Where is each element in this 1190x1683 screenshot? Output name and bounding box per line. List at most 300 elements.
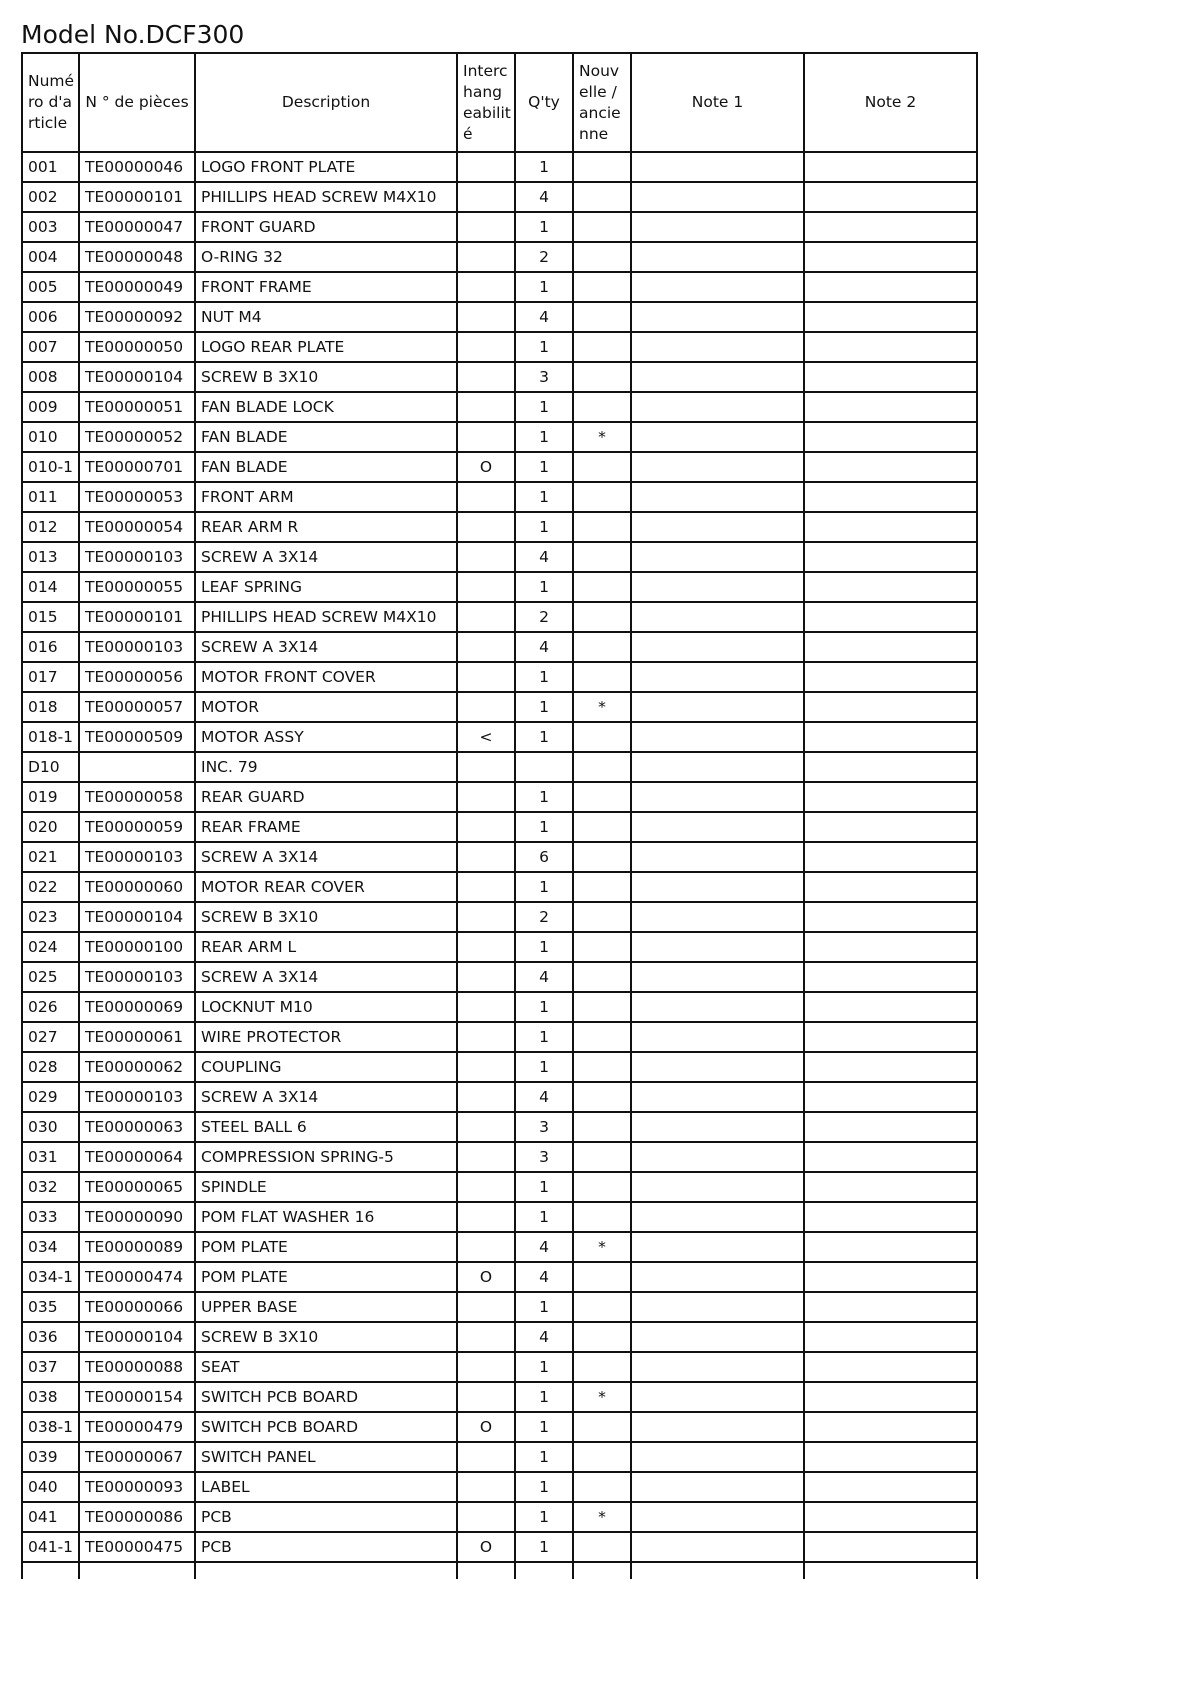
cell-new-old: *	[573, 1232, 631, 1262]
header-description: Description	[195, 53, 457, 152]
cell-interchangeability	[457, 512, 515, 542]
table-row	[22, 1232, 977, 1262]
cell-new-old	[573, 182, 631, 212]
cell-note-2	[804, 272, 977, 302]
cell-quantity: 1	[515, 1472, 573, 1502]
cell-quantity: 1	[515, 782, 573, 812]
cell-note-1	[631, 1322, 804, 1352]
cell-note-2	[804, 1142, 977, 1172]
cell-description: COMPRESSION SPRING-5	[195, 1142, 457, 1172]
cell-interchangeability	[457, 1142, 515, 1172]
cell-interchangeability	[457, 782, 515, 812]
cell-item-number: 035	[22, 1292, 79, 1322]
cell-description: SWITCH PCB BOARD	[195, 1412, 457, 1442]
cell-quantity: 4	[515, 962, 573, 992]
cell-note-2	[804, 212, 977, 242]
cell-part-number: TE00000103	[79, 632, 195, 662]
cell-quantity: 1	[515, 512, 573, 542]
cell-description: SCREW B 3X10	[195, 902, 457, 932]
cell-quantity: 1	[515, 392, 573, 422]
table-row	[22, 182, 977, 212]
table-row	[22, 242, 977, 272]
cell-item-number: 004	[22, 242, 79, 272]
empty-cell	[515, 1562, 573, 1579]
cell-new-old	[573, 362, 631, 392]
header-note-1: Note 1	[631, 53, 804, 152]
table-row	[22, 932, 977, 962]
table-row	[22, 992, 977, 1022]
cell-note-1	[631, 1022, 804, 1052]
cell-quantity: 1	[515, 1442, 573, 1472]
cell-note-1	[631, 1172, 804, 1202]
table-row	[22, 452, 977, 482]
cell-item-number: 006	[22, 302, 79, 332]
cell-interchangeability	[457, 392, 515, 422]
table-row	[22, 1022, 977, 1052]
cell-new-old	[573, 932, 631, 962]
cell-note-2	[804, 302, 977, 332]
cell-interchangeability: O	[457, 1412, 515, 1442]
cell-interchangeability: O	[457, 1262, 515, 1292]
cell-note-2	[804, 662, 977, 692]
cell-note-1	[631, 452, 804, 482]
table-row	[22, 302, 977, 332]
cell-quantity: 4	[515, 1082, 573, 1112]
cell-note-1	[631, 1112, 804, 1142]
cell-part-number: TE00000475	[79, 1532, 195, 1562]
cell-note-1	[631, 1382, 804, 1412]
cell-interchangeability	[457, 872, 515, 902]
table-row	[22, 392, 977, 422]
cell-interchangeability	[457, 692, 515, 722]
cell-note-1	[631, 1262, 804, 1292]
cell-part-number: TE00000104	[79, 362, 195, 392]
cell-new-old	[573, 242, 631, 272]
cell-description: NUT M4	[195, 302, 457, 332]
table-row	[22, 1352, 977, 1382]
empty-cell	[457, 1562, 515, 1579]
cell-part-number: TE00000060	[79, 872, 195, 902]
cell-part-number: TE00000088	[79, 1352, 195, 1382]
cell-part-number: TE00000089	[79, 1232, 195, 1262]
header-note-2: Note 2	[804, 53, 977, 152]
cell-item-number: 001	[22, 152, 79, 182]
empty-cell	[573, 1562, 631, 1579]
cell-note-1	[631, 992, 804, 1022]
cell-new-old	[573, 782, 631, 812]
empty-cell	[22, 1562, 79, 1579]
cell-note-2	[804, 1352, 977, 1382]
cell-note-2	[804, 512, 977, 542]
cell-part-number: TE00000051	[79, 392, 195, 422]
cell-quantity: 1	[515, 1412, 573, 1442]
cell-item-number: 034	[22, 1232, 79, 1262]
cell-part-number: TE00000103	[79, 962, 195, 992]
cell-new-old	[573, 1142, 631, 1172]
cell-part-number: TE00000100	[79, 932, 195, 962]
cell-note-1	[631, 632, 804, 662]
cell-interchangeability	[457, 902, 515, 932]
cell-note-1	[631, 422, 804, 452]
cell-note-1	[631, 182, 804, 212]
cell-interchangeability	[457, 242, 515, 272]
cell-part-number: TE00000049	[79, 272, 195, 302]
cell-note-1	[631, 1442, 804, 1472]
cell-quantity: 4	[515, 542, 573, 572]
table-row	[22, 1382, 977, 1412]
cell-item-number: 020	[22, 812, 79, 842]
header-interchangeability: Interchangeabilité	[457, 53, 515, 152]
cell-interchangeability	[457, 602, 515, 632]
cell-note-1	[631, 1412, 804, 1442]
cell-item-number: 039	[22, 1442, 79, 1472]
cell-part-number: TE00000056	[79, 662, 195, 692]
cell-part-number: TE00000054	[79, 512, 195, 542]
cell-note-2	[804, 722, 977, 752]
table-row	[22, 212, 977, 242]
cell-part-number: TE00000104	[79, 902, 195, 932]
table-row	[22, 362, 977, 392]
cell-new-old	[573, 1262, 631, 1292]
cell-note-1	[631, 1292, 804, 1322]
cell-interchangeability	[457, 842, 515, 872]
table-row	[22, 962, 977, 992]
cell-part-number: TE00000103	[79, 842, 195, 872]
cell-description: POM PLATE	[195, 1262, 457, 1292]
cell-interchangeability	[457, 1112, 515, 1142]
cell-new-old	[573, 962, 631, 992]
cell-quantity: 1	[515, 1502, 573, 1532]
cell-new-old	[573, 572, 631, 602]
cell-part-number: TE00000086	[79, 1502, 195, 1532]
cell-description: LOGO REAR PLATE	[195, 332, 457, 362]
cell-quantity: 1	[515, 1052, 573, 1082]
cell-item-number: 017	[22, 662, 79, 692]
cell-new-old	[573, 392, 631, 422]
cell-interchangeability	[457, 1292, 515, 1322]
cell-item-number: 010-1	[22, 452, 79, 482]
cell-item-number: 012	[22, 512, 79, 542]
cell-item-number: 022	[22, 872, 79, 902]
table-row	[22, 1412, 977, 1442]
cell-description: SWITCH PANEL	[195, 1442, 457, 1472]
cell-part-number: TE00000048	[79, 242, 195, 272]
cell-note-1	[631, 602, 804, 632]
cell-item-number: 038	[22, 1382, 79, 1412]
cell-note-2	[804, 902, 977, 932]
cell-part-number: TE00000063	[79, 1112, 195, 1142]
cell-quantity: 1	[515, 1292, 573, 1322]
cell-note-2	[804, 1202, 977, 1232]
cell-note-1	[631, 1202, 804, 1232]
cell-item-number: 025	[22, 962, 79, 992]
cell-description: MOTOR	[195, 692, 457, 722]
cell-quantity: 1	[515, 872, 573, 902]
cell-note-1	[631, 332, 804, 362]
table-row	[22, 272, 977, 302]
cell-description: SWITCH PCB BOARD	[195, 1382, 457, 1412]
cell-interchangeability: O	[457, 452, 515, 482]
cell-part-number: TE00000053	[79, 482, 195, 512]
cell-part-number: TE00000050	[79, 332, 195, 362]
cell-description: SCREW B 3X10	[195, 362, 457, 392]
cell-interchangeability	[457, 1502, 515, 1532]
cell-description: LOCKNUT M10	[195, 992, 457, 1022]
cell-new-old: *	[573, 1502, 631, 1532]
cell-note-2	[804, 1472, 977, 1502]
cell-new-old: *	[573, 692, 631, 722]
cell-part-number: TE00000093	[79, 1472, 195, 1502]
cell-note-2	[804, 1502, 977, 1532]
cell-description: SCREW A 3X14	[195, 632, 457, 662]
cell-note-1	[631, 1352, 804, 1382]
cell-part-number: TE00000052	[79, 422, 195, 452]
cell-new-old	[573, 1112, 631, 1142]
cell-part-number: TE00000474	[79, 1262, 195, 1292]
cell-part-number: TE00000701	[79, 452, 195, 482]
cell-note-1	[631, 1082, 804, 1112]
cell-note-1	[631, 272, 804, 302]
cell-new-old	[573, 602, 631, 632]
cell-item-number: 002	[22, 182, 79, 212]
cell-note-2	[804, 1412, 977, 1442]
cell-item-number: 021	[22, 842, 79, 872]
cell-quantity: 1	[515, 1352, 573, 1382]
table-row	[22, 1322, 977, 1352]
cell-description: REAR ARM R	[195, 512, 457, 542]
cell-note-2	[804, 1052, 977, 1082]
empty-cell	[804, 1562, 977, 1579]
cell-note-2	[804, 572, 977, 602]
table-row	[22, 872, 977, 902]
header-item-number: Numéro d'article	[22, 53, 79, 152]
cell-part-number: TE00000104	[79, 1322, 195, 1352]
cell-note-1	[631, 782, 804, 812]
cell-description: REAR ARM L	[195, 932, 457, 962]
cell-note-1	[631, 722, 804, 752]
cell-note-1	[631, 692, 804, 722]
cell-item-number: 014	[22, 572, 79, 602]
cell-note-1	[631, 1052, 804, 1082]
cell-note-1	[631, 392, 804, 422]
cell-interchangeability	[457, 152, 515, 182]
cell-item-number: 003	[22, 212, 79, 242]
cell-part-number: TE00000090	[79, 1202, 195, 1232]
cell-new-old	[573, 1412, 631, 1442]
cell-description: UPPER BASE	[195, 1292, 457, 1322]
cell-description: PHILLIPS HEAD SCREW M4X10	[195, 602, 457, 632]
table-row-cut-off	[22, 1562, 977, 1579]
cell-new-old	[573, 512, 631, 542]
cell-note-2	[804, 1322, 977, 1352]
cell-description: FRONT GUARD	[195, 212, 457, 242]
cell-description: FAN BLADE LOCK	[195, 392, 457, 422]
cell-part-number: TE00000046	[79, 152, 195, 182]
cell-new-old	[573, 302, 631, 332]
cell-note-1	[631, 362, 804, 392]
cell-part-number: TE00000509	[79, 722, 195, 752]
cell-item-number: 008	[22, 362, 79, 392]
cell-note-1	[631, 242, 804, 272]
cell-item-number: 018-1	[22, 722, 79, 752]
cell-quantity: 1	[515, 722, 573, 752]
cell-description: SCREW A 3X14	[195, 962, 457, 992]
cell-item-number: 005	[22, 272, 79, 302]
table-row	[22, 332, 977, 362]
cell-note-2	[804, 1172, 977, 1202]
cell-note-2	[804, 632, 977, 662]
cell-new-old	[573, 542, 631, 572]
cell-item-number: 037	[22, 1352, 79, 1382]
cell-item-number: 007	[22, 332, 79, 362]
cell-item-number: 030	[22, 1112, 79, 1142]
cell-new-old	[573, 812, 631, 842]
table-body	[22, 152, 977, 1579]
table-row	[22, 1472, 977, 1502]
cell-part-number: TE00000057	[79, 692, 195, 722]
cell-interchangeability	[457, 362, 515, 392]
cell-description: O-RING 32	[195, 242, 457, 272]
cell-note-2	[804, 542, 977, 572]
table-row	[22, 1442, 977, 1472]
cell-quantity: 1	[515, 152, 573, 182]
cell-description: PCB	[195, 1532, 457, 1562]
cell-new-old	[573, 722, 631, 752]
cell-note-2	[804, 152, 977, 182]
cell-new-old	[573, 752, 631, 782]
cell-interchangeability	[457, 1352, 515, 1382]
cell-note-2	[804, 362, 977, 392]
cell-part-number: TE00000092	[79, 302, 195, 332]
cell-part-number: TE00000101	[79, 602, 195, 632]
cell-interchangeability	[457, 812, 515, 842]
cell-note-2	[804, 482, 977, 512]
cell-note-2	[804, 1082, 977, 1112]
cell-description: FAN BLADE	[195, 452, 457, 482]
cell-item-number: 010	[22, 422, 79, 452]
cell-quantity: 1	[515, 1382, 573, 1412]
cell-item-number: 041	[22, 1502, 79, 1532]
cell-new-old	[573, 272, 631, 302]
cell-item-number: 032	[22, 1172, 79, 1202]
cell-part-number: TE00000103	[79, 542, 195, 572]
cell-interchangeability	[457, 1232, 515, 1262]
cell-note-2	[804, 452, 977, 482]
cell-part-number: TE00000101	[79, 182, 195, 212]
cell-interchangeability	[457, 1172, 515, 1202]
cell-quantity: 1	[515, 422, 573, 452]
cell-note-1	[631, 512, 804, 542]
cell-new-old: *	[573, 1382, 631, 1412]
table-row	[22, 1172, 977, 1202]
cell-note-1	[631, 902, 804, 932]
cell-quantity: 4	[515, 1322, 573, 1352]
cell-quantity: 1	[515, 482, 573, 512]
table-row	[22, 572, 977, 602]
cell-note-1	[631, 962, 804, 992]
cell-part-number: TE00000059	[79, 812, 195, 842]
table-row	[22, 752, 977, 782]
cell-note-2	[804, 812, 977, 842]
cell-item-number: 016	[22, 632, 79, 662]
cell-item-number: 034-1	[22, 1262, 79, 1292]
cell-quantity: 4	[515, 182, 573, 212]
cell-note-1	[631, 812, 804, 842]
cell-note-2	[804, 842, 977, 872]
table-row	[22, 1052, 977, 1082]
cell-description: FRONT ARM	[195, 482, 457, 512]
cell-note-2	[804, 752, 977, 782]
header-new-old: Nouvelle / ancienne	[573, 53, 631, 152]
cell-description: REAR GUARD	[195, 782, 457, 812]
cell-note-1	[631, 1232, 804, 1262]
table-row	[22, 812, 977, 842]
cell-note-2	[804, 992, 977, 1022]
cell-interchangeability	[457, 1082, 515, 1112]
cell-note-1	[631, 302, 804, 332]
table-row	[22, 842, 977, 872]
table-row	[22, 1292, 977, 1322]
cell-quantity: 1	[515, 662, 573, 692]
table-row	[22, 602, 977, 632]
cell-new-old	[573, 1352, 631, 1382]
cell-interchangeability	[457, 422, 515, 452]
cell-interchangeability	[457, 1442, 515, 1472]
cell-note-2	[804, 1382, 977, 1412]
cell-note-2	[804, 1112, 977, 1142]
cell-note-1	[631, 542, 804, 572]
cell-description: LABEL	[195, 1472, 457, 1502]
cell-description: MOTOR REAR COVER	[195, 872, 457, 902]
cell-quantity: 2	[515, 242, 573, 272]
cell-note-1	[631, 212, 804, 242]
cell-quantity: 3	[515, 1112, 573, 1142]
cell-quantity: 4	[515, 1262, 573, 1292]
cell-interchangeability	[457, 1022, 515, 1052]
cell-interchangeability	[457, 932, 515, 962]
cell-interchangeability	[457, 302, 515, 332]
cell-new-old	[573, 1322, 631, 1352]
cell-part-number	[79, 752, 195, 782]
table-row	[22, 632, 977, 662]
cell-item-number: 033	[22, 1202, 79, 1232]
cell-item-number: 015	[22, 602, 79, 632]
table-row	[22, 542, 977, 572]
cell-new-old	[573, 902, 631, 932]
cell-description: POM PLATE	[195, 1232, 457, 1262]
cell-quantity: 1	[515, 1172, 573, 1202]
cell-interchangeability	[457, 1202, 515, 1232]
cell-note-1	[631, 932, 804, 962]
cell-quantity: 1	[515, 812, 573, 842]
cell-new-old	[573, 1532, 631, 1562]
cell-part-number: TE00000479	[79, 1412, 195, 1442]
cell-interchangeability	[457, 182, 515, 212]
cell-note-2	[804, 1292, 977, 1322]
cell-new-old	[573, 482, 631, 512]
cell-quantity: 1	[515, 1532, 573, 1562]
cell-part-number: TE00000069	[79, 992, 195, 1022]
cell-quantity: 1	[515, 992, 573, 1022]
cell-interchangeability	[457, 752, 515, 782]
cell-new-old	[573, 1202, 631, 1232]
cell-item-number: 013	[22, 542, 79, 572]
cell-item-number: 024	[22, 932, 79, 962]
cell-part-number: TE00000058	[79, 782, 195, 812]
cell-new-old	[573, 632, 631, 662]
cell-quantity: 4	[515, 302, 573, 332]
table-row	[22, 1262, 977, 1292]
